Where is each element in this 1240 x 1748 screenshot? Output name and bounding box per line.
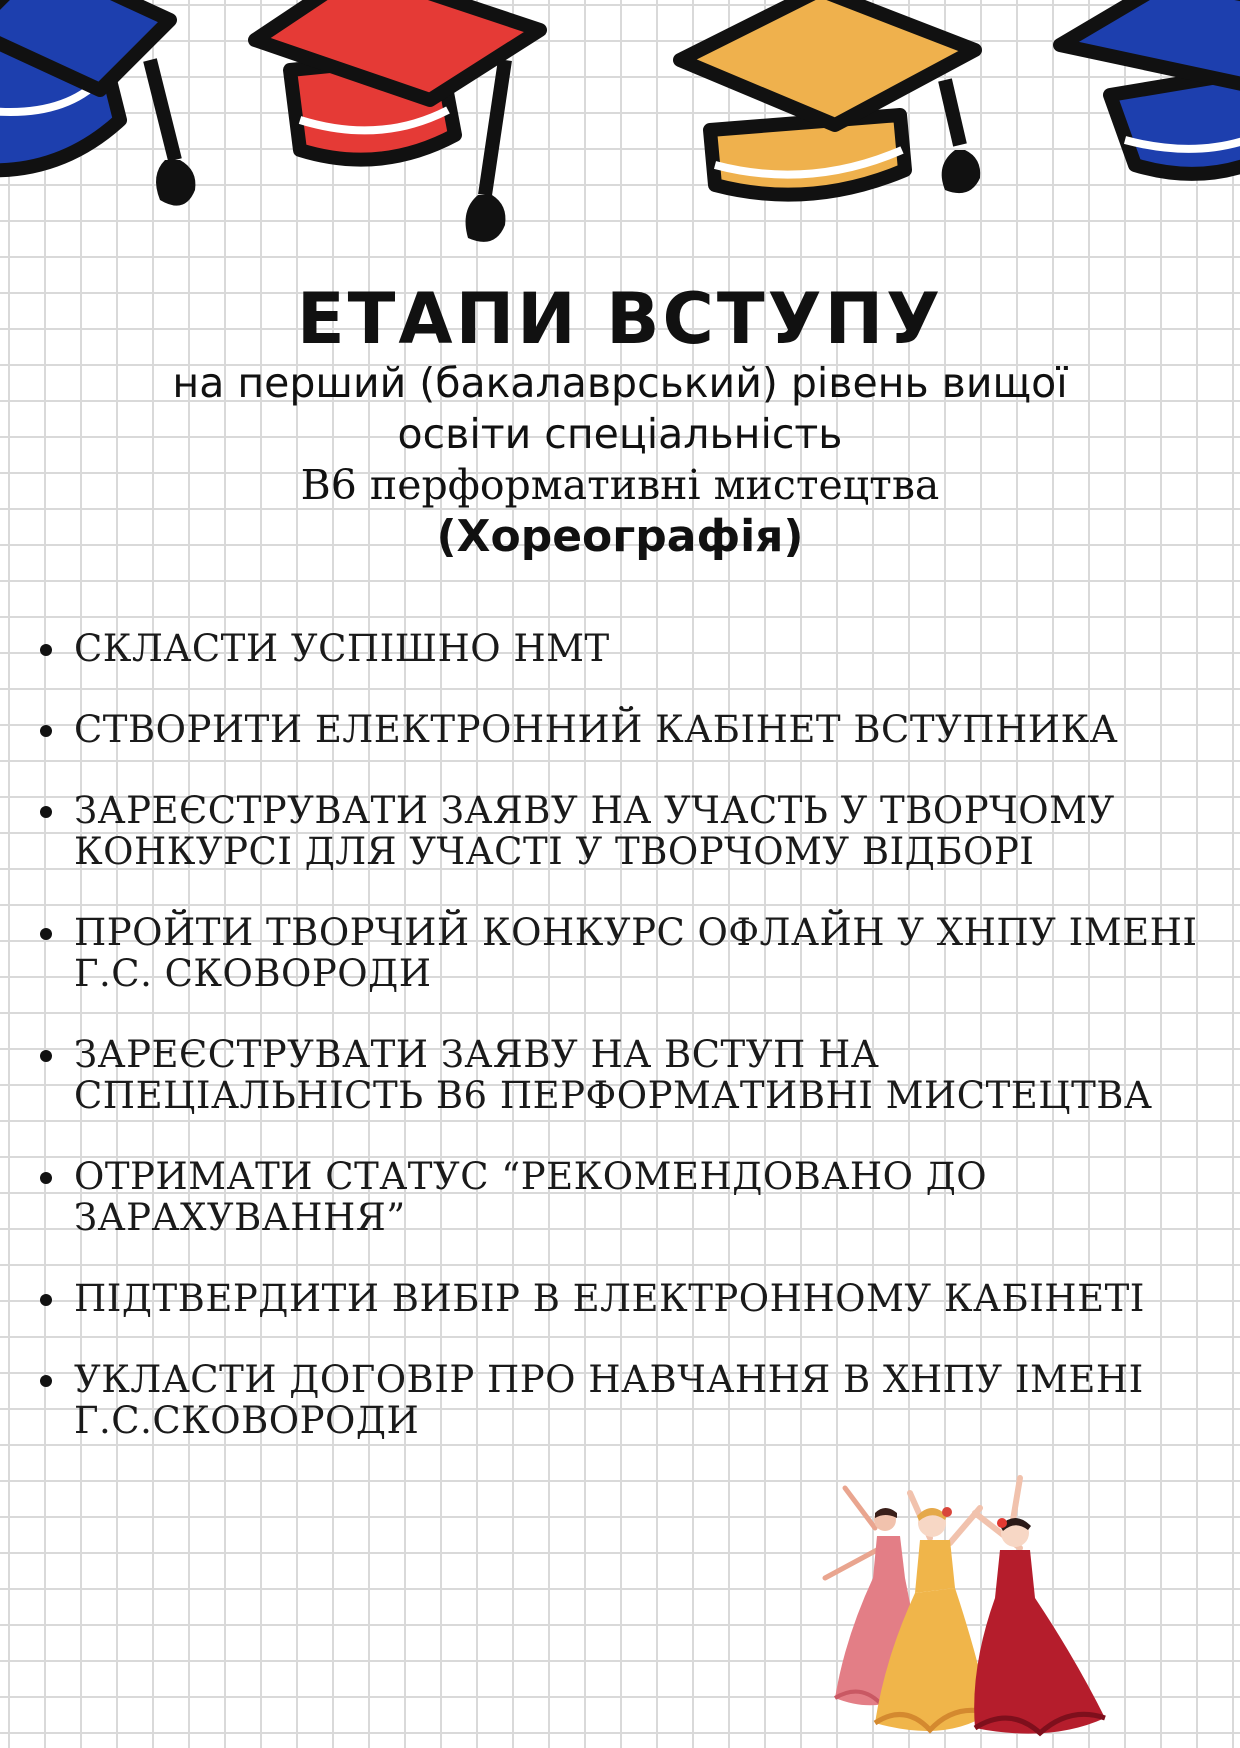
step-item: ЗАРЕЄСТРУВАТИ ЗАЯВУ НА ВСТУП НА СПЕЦІАЛЬНІСТЬ В6 ПЕРФОРМАТИВНІ МИСТЕЦТВА bbox=[32, 1034, 1232, 1116]
step-item: СТВОРИТИ ЕЛЕКТРОННИЙ КАБІНЕТ ВСТУПНИКА bbox=[32, 709, 1232, 750]
step-item: ПІДТВЕРДИТИ ВИБІР В ЕЛЕКТРОННОМУ КАБІНЕТІ bbox=[32, 1278, 1232, 1319]
step-item: ЗАРЕЄСТРУВАТИ ЗАЯВУ НА УЧАСТЬ У ТВОРЧОМУ КОНКУРСІ ДЛЯ УЧАСТІ У ТВОРЧОМУ ВІДБОРІ bbox=[32, 790, 1232, 872]
dancer-figure bbox=[974, 1478, 1105, 1734]
graduation-caps-decoration bbox=[0, 0, 1240, 260]
subtitle-education: освіти спеціальність bbox=[397, 410, 843, 458]
graduation-cap-icon bbox=[0, 0, 195, 206]
step-item: ПРОЙТИ ТВОРЧИЙ КОНКУРС ОФЛАЙН У ХНПУ ІМЕНІ Г.С. СКОВОРОДИ bbox=[32, 912, 1232, 994]
flamenco-dancers-illustration bbox=[805, 1468, 1125, 1743]
page-title: ЕТАПИ ВСТУПУ bbox=[296, 278, 944, 360]
graduation-cap-icon bbox=[680, 0, 980, 195]
graduation-cap-icon bbox=[1060, 0, 1240, 174]
step-item: УКЛАСТИ ДОГОВІР ПРО НАВЧАННЯ В ХНПУ ІМЕНІ Г.С.СКОВОРОДИ bbox=[32, 1359, 1232, 1441]
subtitle-choreography: (Хореографія) bbox=[436, 511, 804, 562]
step-item: ОТРИМАТИ СТАТУС “РЕКОМЕНДОВАНО ДО ЗАРАХУВАННЯ” bbox=[32, 1156, 1232, 1238]
subtitle-level: на перший (бакалаврський) рівень вищої bbox=[172, 359, 1068, 407]
admission-steps-list bbox=[32, 628, 1232, 1481]
header bbox=[0, 280, 1240, 562]
graduation-cap-icon bbox=[255, 0, 540, 242]
step-item: СКЛАСТИ УСПІШНО НМТ bbox=[32, 628, 1232, 669]
subtitle-specialty: В6 перформативні мистецтва bbox=[300, 461, 940, 509]
